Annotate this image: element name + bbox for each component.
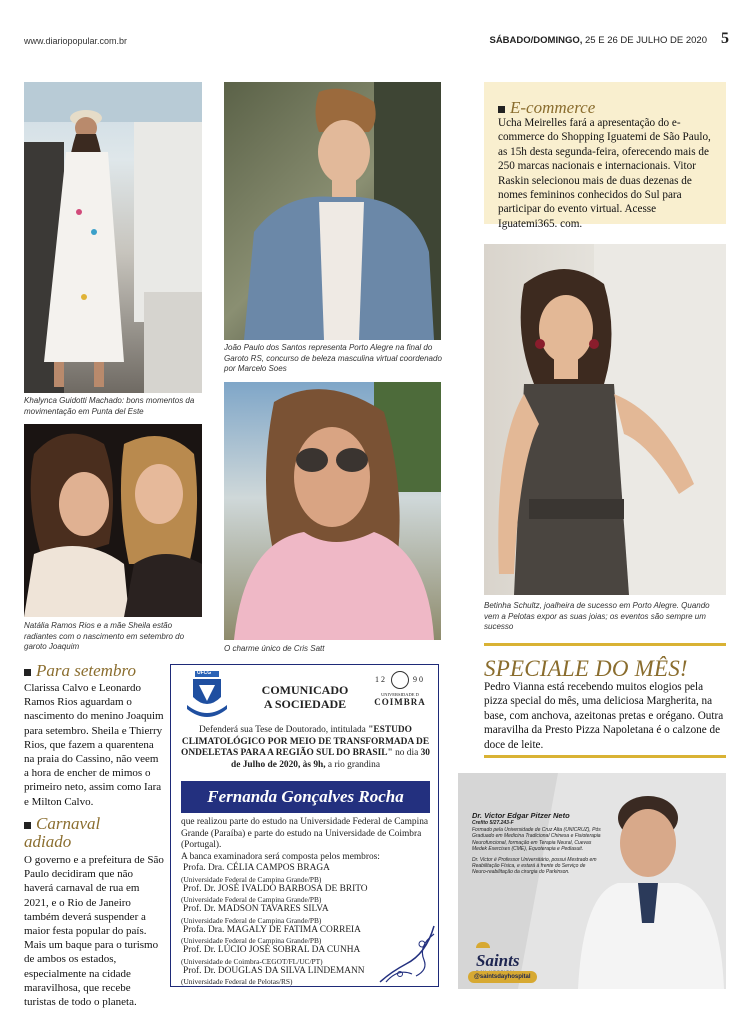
notice-heading: COMUNICADO A SOCIEDADE	[261, 683, 349, 711]
board-member-institution: (Universidade Federal de Campina Grande/PB)	[181, 895, 322, 904]
notice-study-info: que realizou parte do estudo na Universidade Federal de Campina Grande (Paraíba) e parte do estudo na Universidade de Coimbra (Portugal).	[181, 817, 429, 850]
photo-cris-satt	[224, 382, 441, 640]
coimbra-seal-icon	[391, 671, 409, 689]
photo-natalia-sheila	[24, 424, 202, 617]
caption-natalia-sheila: Natália Ramos Rios e a mãe Sheila estão radiantes com o nascimento em setembro do garoto Joaquim	[24, 621, 185, 651]
carnaval-section	[24, 815, 164, 1009]
advertisement-saints	[458, 773, 726, 989]
issue-date-text: 25 E 26 DE JULHO DE 2020	[585, 35, 707, 46]
photo-joao-paulo	[224, 82, 441, 340]
doctor-info	[472, 811, 602, 876]
board-member-name: Prof. Dr. JOSÉ IVALDO BARBOSA DE BRITO	[183, 883, 368, 894]
board-member-institution: (Universidade Federal de Campina Grande/PB)	[181, 936, 322, 945]
caption-joao-paulo: João Paulo dos Santos representa Porto Alegre na final do Garoto RS, concurso de beleza masculina virtual coordenado por Marcelo Soes	[224, 343, 442, 373]
caption-khalynca: Khalynca Guidotti Machado: bons momentos da movimentação em Punta del Este	[24, 396, 195, 416]
board-member-name: Profa. Dra. MAGALY DE FATIMA CORREIA	[183, 924, 361, 935]
ecommerce-title: E-commerce	[498, 99, 595, 117]
caption-cris-satt: O charme único de Cris Satt	[224, 644, 325, 653]
board-member-institution: (Universidade de Coimbra-CEGOT/FL/UC/PT)	[181, 956, 323, 966]
photo-betinha	[484, 244, 726, 595]
speciale-top-bar	[484, 643, 726, 646]
para-setembro-title: Para setembro	[24, 662, 164, 680]
speciale-title: SPECIALE DO MÊS!	[484, 656, 688, 681]
ornament-icon	[376, 924, 436, 984]
board-member-name: Profa. Dra. CÉLIA CAMPOS BRAGA	[183, 863, 330, 873]
issue-day: SÁBADO/DOMINGO,	[489, 35, 583, 46]
ecommerce-panel	[484, 82, 726, 230]
para-setembro-section	[24, 662, 164, 809]
notice-box	[170, 664, 439, 987]
carnaval-title: Carnaval adiado	[24, 814, 101, 851]
board-member-name: Prof. Dr. LÚCIO JOSÉ SOBRAL DA CUNHA	[183, 945, 361, 955]
instagram-handle[interactable]: @saintsdayhospital	[468, 971, 537, 983]
page-number: 5	[721, 30, 729, 47]
board-member-institution: (Universidade Federal de Pelotas/RS)	[181, 977, 293, 986]
coimbra-logo: 12 90 UNIVERSIDADE D COIMBRA	[369, 671, 431, 707]
website-url[interactable]: www.diariopopular.com.br	[24, 36, 128, 46]
issue-date	[489, 35, 707, 46]
doctor-crefito: Crefito 5/27.243-F	[472, 820, 514, 826]
speciale-body: Pedro Vianna está recebendo muitos elogios pela pizza special do mês, uma deliciosa Margherita, na base, com anchova, azeitonas pretas e orégano. Outra maravilha da Presto Pizza Napoletana é o calzone de doce de leite.	[484, 681, 724, 751]
speciale-bottom-bar	[484, 755, 726, 758]
para-setembro-body: Clarissa Calvo e Leonardo Ramos Rios aguardam o nascimento do menino Joaquim para setembro. Sheila e Thierry Rios, que fazem a quarentena na praia do Cassino, não veem a hora de encher de mimos o primeiro neto, assim como Iara e Milton Calvo.	[24, 682, 164, 808]
doctor-bio-2: Dr. Victor é Professor Universitário, possui Mestrado em Reabilitação Física, e estará à frente do Serviço de Neuro-reabilitação da cirurgia do Parkinson.	[472, 856, 597, 876]
doctor-bio-1: Formado pela Universidade de Cruz Alta (UNICRUZ), Pós Graduado em Medicina Tradicional Chinesa e Fisioterapia Neurofuncional, formação em Terapia Neural, Cuevas Medek Exercises (CME), Equoterapia e Pediasuit.	[472, 827, 601, 853]
notice-board-intro: A banca examinadora será composta pelos membros:	[181, 851, 380, 862]
caption-betinha: Betinha Schultz, joalheira de sucesso em Porto Alegre. Quando vem a Pelotas expor as suas joias; os eventos são sempre um sucesso	[484, 601, 710, 631]
saints-logo: Saints	[476, 935, 519, 974]
notice-announcement: Defenderá sua Tese de Doutorado, intitulada "ESTUDO CLIMATOLÓGICO POR MEIO DE TRANSFORMADA DE ONDELETAS PARA A REGIÃO SUL DO BRASIL" no dia 30 de Julho de 2020, às 9h, a rio grandina	[181, 725, 430, 770]
board-member-name: Prof. Dr. DOUGLAS DA SILVA LINDEMANN	[183, 965, 365, 976]
candidate-name: Fernanda Gonçalves Rocha	[181, 781, 430, 813]
ufcg-logo: UFCG	[185, 671, 229, 717]
carnaval-body: O governo e a prefeitura de São Paulo decidiram que não haverá carnaval de rua em 2021, e o Rio de Janeiro também deverá suspender a maior festa popular do país. Mais um baque para o turismo de ambos os estados, especialmente na cidade maravilhosa, que recebe turistas de todo o planeta.	[24, 854, 164, 1009]
ecommerce-body: Ucha Meirelles fará a apresentação do e-commerce do Shopping Iguatemi de São Paulo, as 15h desta segunda-feira, oferecendo mais de 250 marcas nacionais e internacionais. Vitor Raskin selecionou mais de duas dezenas de nomes femininos conhecidos do Sul para participar do evento virtual. Acesse Iguatemi365. com.	[498, 117, 711, 230]
photo-khalynca	[24, 82, 202, 393]
sun-icon	[476, 942, 490, 948]
board-member-institution: (Universidade Federal de Campina Grande/PB)	[181, 915, 322, 925]
board-member-name: Prof. Dr. MADSON TAVARES SILVA	[183, 904, 329, 914]
board-member-institution: (Universidade Federal de Campina Grande/PB)	[181, 874, 322, 884]
doctor-name: Dr. Victor Edgar Pitzer Neto	[472, 811, 570, 820]
